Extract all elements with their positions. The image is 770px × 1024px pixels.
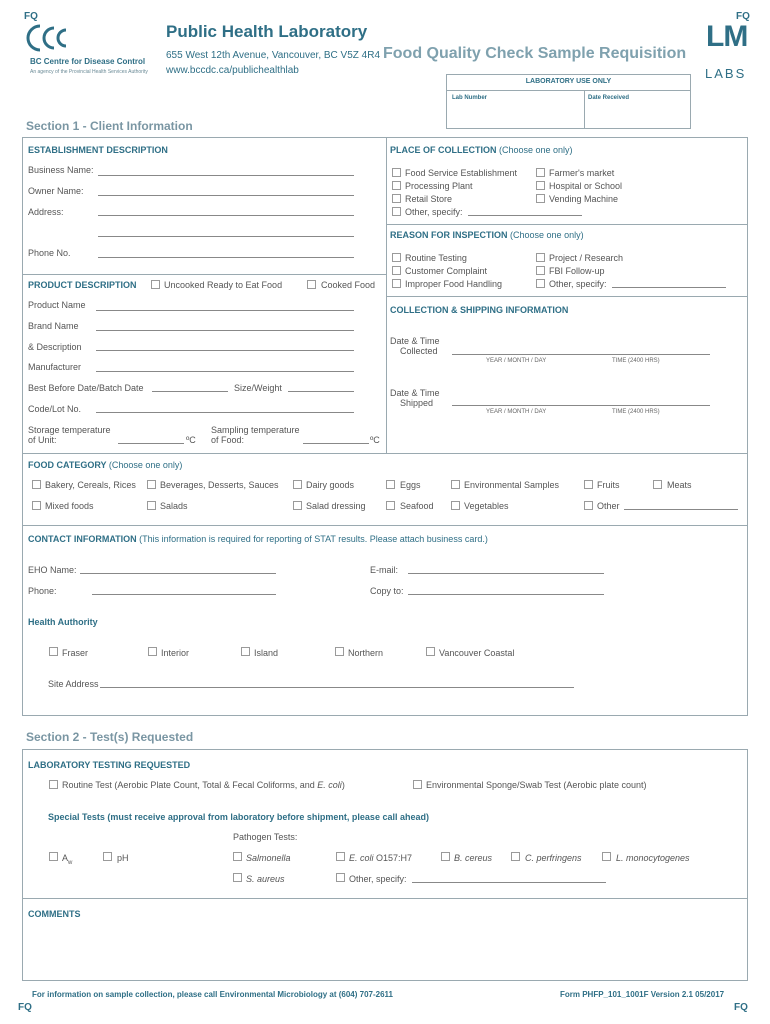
pathogen-tests-label: Pathogen Tests: xyxy=(233,832,298,842)
lab-address: 655 West 12th Avenue, Vancouver, BC V5Z 4R4 xyxy=(166,50,381,61)
bcereus-checkbox[interactable] xyxy=(441,852,450,861)
storage-temp-label: Storage temperature xyxy=(28,425,111,435)
reason-complaint-checkbox[interactable] xyxy=(392,266,401,275)
collected-label-2: Collected xyxy=(400,346,438,356)
cat-bakery-checkbox[interactable] xyxy=(32,480,41,489)
cat-eggs-checkbox[interactable] xyxy=(386,480,395,489)
address-field-1[interactable] xyxy=(98,215,354,216)
reason-project-checkbox[interactable] xyxy=(536,253,545,262)
ph-label: pH xyxy=(117,853,129,863)
health-authority-heading: Health Authority xyxy=(28,617,98,627)
corner-label-top-left: FQ xyxy=(24,11,38,22)
uncooked-checkbox[interactable] xyxy=(151,280,160,289)
corner-label-bottom-left: FQ xyxy=(18,1002,32,1013)
collected-field[interactable] xyxy=(452,354,710,355)
copy-to-field[interactable] xyxy=(408,594,604,595)
cperfringens-checkbox[interactable] xyxy=(511,852,520,861)
salmonella-checkbox[interactable] xyxy=(233,852,242,861)
cooked-label: Cooked Food xyxy=(321,280,376,290)
description-label: & Description xyxy=(28,342,82,352)
cperfringens-label: C. perfringens xyxy=(525,853,582,863)
reason-other-checkbox[interactable] xyxy=(536,279,545,288)
address-label: Address: xyxy=(28,207,64,217)
owner-name-label: Owner Name: xyxy=(28,186,84,196)
lab-website: www.bccdc.ca/publichealthlab xyxy=(166,65,299,76)
collected-label: Date & Time xyxy=(390,336,440,346)
ha-vancouver-coastal-label: Vancouver Coastal xyxy=(439,648,515,658)
cat-eggs-label: Eggs xyxy=(400,480,421,490)
date-received-label: Date Received xyxy=(588,95,630,101)
place-other-label: Other, specify: xyxy=(405,207,463,217)
cat-dairy-checkbox[interactable] xyxy=(293,480,302,489)
ha-interior-label: Interior xyxy=(161,648,190,658)
sampling-temp-label: Sampling temperature xyxy=(211,425,300,435)
ha-fraser-label: Fraser xyxy=(62,648,89,658)
manufacturer-label: Manufacturer xyxy=(28,362,82,372)
ph-checkbox[interactable] xyxy=(103,852,112,861)
cat-vegetables-label: Vegetables xyxy=(464,501,509,511)
storage-temp-field[interactable] xyxy=(118,443,184,444)
eho-name-field[interactable] xyxy=(80,573,276,574)
size-field[interactable] xyxy=(288,391,354,392)
business-name-label: Business Name: xyxy=(28,165,94,175)
lm-logo: LM xyxy=(706,20,748,53)
collected-time-hint: TIME (2400 HRS) xyxy=(612,358,660,364)
storage-temp-unit-label: of Unit: xyxy=(28,435,57,445)
contact-heading: CONTACT INFORMATION (This information is required for reporting of STAT results. Please attach business card.) xyxy=(28,534,488,544)
cat-mixed-label: Mixed foods xyxy=(45,501,94,511)
shipped-label-2: Shipped xyxy=(400,398,434,408)
pathogen-other-checkbox[interactable] xyxy=(336,873,345,882)
cat-meats-label: Meats xyxy=(667,480,692,490)
eho-name-label: EHO Name: xyxy=(28,565,77,575)
cat-vegetables-checkbox[interactable] xyxy=(451,501,460,510)
cat-dairy-label: Dairy goods xyxy=(306,480,355,490)
environmental-test-label: Environmental Sponge/Swab Test (Aerobic plate count) xyxy=(426,780,647,790)
cat-dressing-label: Salad dressing xyxy=(306,501,366,511)
size-label: Size/Weight xyxy=(234,383,282,393)
place-other-checkbox[interactable] xyxy=(392,207,401,216)
email-field[interactable] xyxy=(408,573,604,574)
reason-other-label: Other, specify: xyxy=(549,279,607,289)
cat-environmental-checkbox[interactable] xyxy=(451,480,460,489)
sampling-temp-field[interactable] xyxy=(303,443,369,444)
place-retail-label: Retail Store xyxy=(405,194,453,204)
cat-beverages-label: Beverages, Desserts, Sauces xyxy=(160,480,279,490)
cat-seafood-label: Seafood xyxy=(400,501,434,511)
cooked-checkbox[interactable] xyxy=(307,280,316,289)
footer-form-number: Form PHFP_101_1001F Version 2.1 05/2017 xyxy=(560,990,725,999)
ecoli-label: E. coli O157:H7 xyxy=(349,853,413,863)
best-before-field[interactable] xyxy=(152,391,228,392)
cat-fruits-checkbox[interactable] xyxy=(584,480,593,489)
owner-name-field[interactable] xyxy=(98,195,354,196)
sampling-temp-food-label: of Food: xyxy=(211,435,245,445)
reason-complaint-label: Customer Complaint xyxy=(405,266,488,276)
place-food-service-label: Food Service Establishment xyxy=(405,168,518,178)
place-heading: PLACE OF COLLECTION (Choose one only) xyxy=(390,145,573,155)
place-processing-label: Processing Plant xyxy=(405,181,473,191)
copy-to-label: Copy to: xyxy=(370,586,404,596)
ha-island-checkbox[interactable] xyxy=(241,647,250,656)
ha-northern-label: Northern xyxy=(348,648,384,658)
footer-info: For information on sample collection, please call Environmental Microbiology at (604) 707-2611 xyxy=(32,990,393,999)
ha-vancouver-coastal-checkbox[interactable] xyxy=(426,647,435,656)
special-tests-heading: Special Tests (must receive approval from laboratory before shipment, please call ahead) xyxy=(48,812,429,822)
reason-project-label: Project / Research xyxy=(549,253,624,263)
reason-fbi-label: FBI Follow-up xyxy=(549,266,605,276)
cat-dressing-checkbox[interactable] xyxy=(293,501,302,510)
cat-other-label: Other xyxy=(597,501,620,511)
bccdc-logo-icon xyxy=(26,24,76,52)
product-name-label: Product Name xyxy=(28,300,86,310)
reason-heading: REASON FOR INSPECTION (Choose one only) xyxy=(390,230,584,240)
aw-label: $A_w$ xyxy=(62,853,73,866)
section2-title: Section 2 - Test(s) Requested xyxy=(26,730,194,744)
saureus-label: S. aureus xyxy=(246,874,285,884)
pathogen-other-label: Other, specify: xyxy=(349,874,407,884)
pathogen-other-field[interactable] xyxy=(412,882,606,883)
org-tagline: An agency of the Provincial Health Services Authority xyxy=(30,69,148,75)
best-before-label: Best Before Date/Batch Date xyxy=(28,383,144,393)
cat-other-checkbox[interactable] xyxy=(584,501,593,510)
place-hospital-checkbox[interactable] xyxy=(536,181,545,190)
establishment-heading: ESTABLISHMENT DESCRIPTION xyxy=(28,145,168,155)
salmonella-label: Salmonella xyxy=(246,853,291,863)
cat-seafood-checkbox[interactable] xyxy=(386,501,395,510)
food-category-heading: FOOD CATEGORY (Choose one only) xyxy=(28,460,183,470)
shipped-field[interactable] xyxy=(452,405,710,406)
lmonocytogenes-checkbox[interactable] xyxy=(602,852,611,861)
address-field-2[interactable] xyxy=(98,236,354,237)
phone-label: Phone No. xyxy=(28,248,71,258)
code-lot-field[interactable] xyxy=(96,412,354,413)
cat-other-field[interactable] xyxy=(624,509,738,510)
shipping-heading: COLLECTION & SHIPPING INFORMATION xyxy=(390,305,569,315)
lab-number-label: Lab Number xyxy=(452,95,488,101)
lab-title: Public Health Laboratory xyxy=(166,22,368,41)
cat-fruits-label: Fruits xyxy=(597,480,620,490)
shipped-ymd-hint: YEAR / MONTH / DAY xyxy=(486,409,547,415)
reason-other-field[interactable] xyxy=(612,287,726,288)
comments-field[interactable] xyxy=(30,924,740,976)
shipped-label: Date & Time xyxy=(390,388,440,398)
bcereus-label: B. cereus xyxy=(454,853,493,863)
place-processing-checkbox[interactable] xyxy=(392,181,401,190)
ha-interior-checkbox[interactable] xyxy=(148,647,157,656)
contact-phone-field[interactable] xyxy=(92,594,276,595)
product-heading: PRODUCT DESCRIPTION xyxy=(28,280,137,290)
lmonocytogenes-label: L. monocytogenes xyxy=(616,853,690,863)
contact-phone-label: Phone: xyxy=(28,586,57,596)
place-food-service-checkbox[interactable] xyxy=(392,168,401,177)
place-vending-checkbox[interactable] xyxy=(536,194,545,203)
site-address-field[interactable] xyxy=(100,687,574,688)
ha-fraser-checkbox[interactable] xyxy=(49,647,58,656)
place-other-field[interactable] xyxy=(468,215,582,216)
saureus-checkbox[interactable] xyxy=(233,873,242,882)
reason-fbi-checkbox[interactable] xyxy=(536,266,545,275)
corner-label-top-right: FQ xyxy=(736,11,750,22)
section1-title: Section 1 - Client Information xyxy=(26,119,193,133)
cat-environmental-label: Environmental Samples xyxy=(464,480,560,490)
reason-improper-label: Improper Food Handling xyxy=(405,279,503,289)
reason-routine-label: Routine Testing xyxy=(405,253,467,263)
comments-heading: COMMENTS xyxy=(28,909,81,919)
lab-testing-heading: LABORATORY TESTING REQUESTED xyxy=(28,760,191,770)
uncooked-label: Uncooked Ready to Eat Food xyxy=(164,280,283,290)
org-name: BC Centre for Disease Control xyxy=(30,57,146,66)
description-field[interactable] xyxy=(96,350,354,351)
shipped-time-hint: TIME (2400 HRS) xyxy=(612,409,660,415)
place-retail-checkbox[interactable] xyxy=(392,194,401,203)
cat-salads-label: Salads xyxy=(160,501,188,511)
environmental-test-checkbox[interactable] xyxy=(413,780,422,789)
routine-test-label: Routine Test (Aerobic Plate Count, Total & Fecal Coliforms, and E. coli) xyxy=(62,780,345,790)
reason-improper-checkbox[interactable] xyxy=(392,279,401,288)
collected-ymd-hint: YEAR / MONTH / DAY xyxy=(486,358,547,364)
business-name-field[interactable] xyxy=(98,175,354,176)
cat-meats-checkbox[interactable] xyxy=(653,480,662,489)
labs-logo: LABS xyxy=(705,66,747,81)
ha-island-label: Island xyxy=(254,648,279,658)
lab-use-label: LABORATORY USE ONLY xyxy=(525,78,612,85)
place-hospital-label: Hospital or School xyxy=(549,181,623,191)
storage-deg-label: ºC xyxy=(186,435,196,445)
site-address-label: Site Address xyxy=(48,679,99,689)
product-name-field[interactable] xyxy=(96,310,354,311)
cat-mixed-checkbox[interactable] xyxy=(32,501,41,510)
ecoli-checkbox[interactable] xyxy=(336,852,345,861)
place-farmers-market-label: Farmer's market xyxy=(549,168,615,178)
sampling-deg-label: ºC xyxy=(370,435,380,445)
form-title: Food Quality Check Sample Requisition xyxy=(383,45,687,62)
brand-name-field[interactable] xyxy=(96,330,354,331)
manufacturer-field[interactable] xyxy=(96,371,354,372)
aw-checkbox[interactable] xyxy=(49,852,58,861)
cat-salads-checkbox[interactable] xyxy=(147,501,156,510)
cat-bakery-label: Bakery, Cereals, Rices xyxy=(45,480,136,490)
email-label: E-mail: xyxy=(370,565,399,575)
ha-northern-checkbox[interactable] xyxy=(335,647,344,656)
phone-field[interactable] xyxy=(98,257,354,258)
place-farmers-market-checkbox[interactable] xyxy=(536,168,545,177)
cat-beverages-checkbox[interactable] xyxy=(147,480,156,489)
place-vending-label: Vending Machine xyxy=(549,194,619,204)
code-lot-label: Code/Lot No. xyxy=(28,404,82,414)
reason-routine-checkbox[interactable] xyxy=(392,253,401,262)
brand-name-label: Brand Name xyxy=(28,321,79,331)
corner-label-bottom-right: FQ xyxy=(734,1002,748,1013)
routine-test-checkbox[interactable] xyxy=(49,780,58,789)
